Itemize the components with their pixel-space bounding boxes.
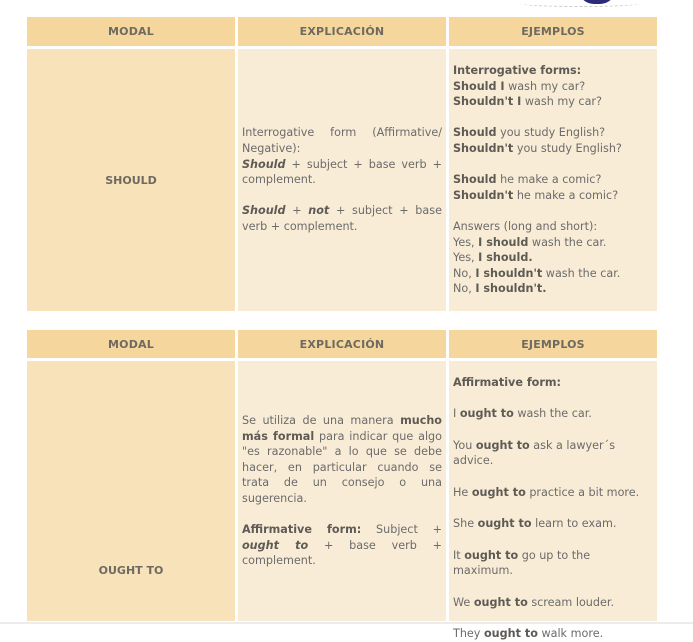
explanation-cell-ought-to	[238, 361, 446, 621]
example-line: Should you study English?	[453, 126, 606, 140]
answer-line: No, I shouldn't.	[453, 282, 547, 296]
example-line: She ought to learn to exam.	[453, 517, 617, 531]
example-line: Shouldn't I wash my car?	[453, 95, 602, 109]
header-explicacion: EXPLICACIÓN	[238, 330, 446, 358]
examples-cell-should	[449, 49, 657, 311]
example-line: It ought to go up to the maximum.	[453, 548, 591, 578]
decorative-shape	[520, 0, 640, 8]
modal-cell-should: SHOULD	[27, 49, 235, 311]
decorative-dashed-line	[520, 0, 640, 7]
example-line: Shouldn't you study English?	[453, 141, 622, 155]
examples-cell-ought-to	[449, 361, 657, 640]
header-explicacion: EXPLICACIÓN	[238, 17, 446, 46]
example-line: We ought to scream louder.	[453, 595, 615, 609]
header-modal: MODAL	[27, 17, 235, 46]
explanation-paragraph: Se utiliza de una manera mucho más formal para indicar que algo "es razonable" a lo que se debe hacer, en particular cuando se trata de un consejo o una sugerencia.	[242, 414, 442, 505]
answers-heading: Answers (long and short):	[453, 219, 598, 233]
header-ejemplos: EJEMPLOS	[449, 17, 657, 46]
explanation-text	[242, 125, 442, 234]
example-line: You ought to ask a lawyer´s advice.	[453, 438, 616, 468]
explanation-line: Interrogative form (Affirmative/ Negative):	[242, 126, 442, 156]
example-line: They ought to walk more.	[453, 626, 604, 640]
examples-heading: Affirmative form:	[453, 376, 562, 389]
answer-line: No, I shouldn't wash the car.	[453, 266, 621, 280]
example-line: Shouldn't he make a comic?	[453, 188, 619, 202]
ought-to-table	[27, 330, 657, 640]
bottom-divider	[0, 622, 693, 624]
examples-heading: Interrogative forms:	[453, 64, 582, 77]
explanation-text	[242, 413, 442, 569]
formula-affirmative: Affirmative form: Subject + ought to + base verb + complement.	[242, 523, 442, 568]
answer-line: Yes, I should.	[453, 251, 533, 265]
header-ejemplos: EJEMPLOS	[449, 330, 657, 358]
answer-line: Yes, I should wash the car.	[453, 235, 607, 249]
example-line: He ought to practice a bit more.	[453, 485, 640, 499]
should-table	[27, 17, 657, 311]
modal-cell-ought-to: OUGHT TO	[27, 361, 235, 621]
example-line: I ought to wash the car.	[453, 407, 592, 421]
formula-negative: Should + not + subject + base verb + complement.	[242, 204, 442, 233]
header-modal: MODAL	[27, 330, 235, 358]
formula-affirmative: Should + subject + base verb + complement.	[242, 157, 442, 187]
example-line: Should I wash my car?	[453, 79, 586, 93]
example-line: Should he make a comic?	[453, 173, 602, 187]
explanation-cell-should	[238, 49, 446, 311]
